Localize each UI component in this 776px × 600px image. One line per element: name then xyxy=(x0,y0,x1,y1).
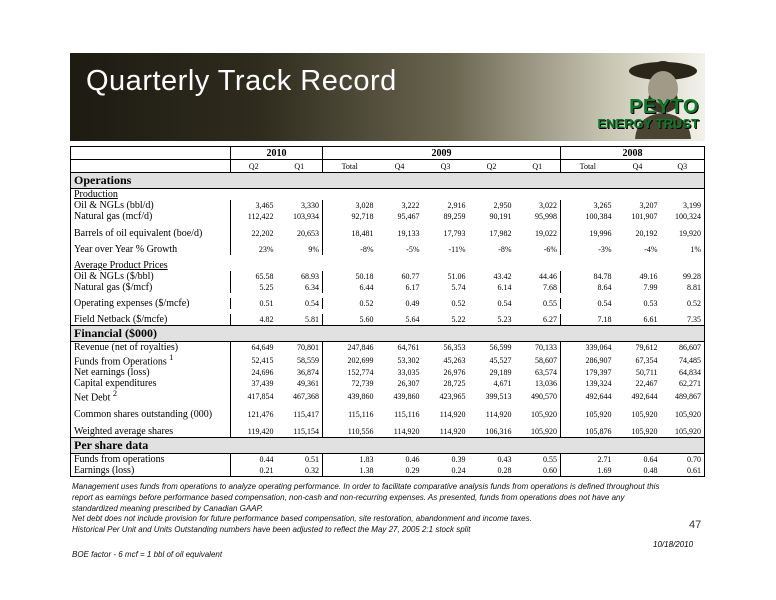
table-row xyxy=(71,222,705,244)
table-cell: 105,920 xyxy=(631,410,658,420)
table-cell: 95,998 xyxy=(535,212,558,221)
table-cell: -8% xyxy=(498,245,512,254)
table-cell: 0.32 xyxy=(277,465,323,477)
table-cell: 22,467 xyxy=(635,379,658,389)
table-cell: 5.81 xyxy=(305,315,319,324)
row-label-text: Year over Year % Growth xyxy=(74,244,178,255)
table-cell: 4.82 xyxy=(231,314,277,326)
table-cell: 89,259 xyxy=(443,212,466,221)
quarter-header: Q4 xyxy=(377,160,423,173)
peyto-logo xyxy=(597,97,699,130)
table-cell: 5.22 xyxy=(451,315,466,324)
row-label xyxy=(71,353,231,367)
row-label-text: Natural gas (mcf/d) xyxy=(74,211,153,222)
table-cell: 19,133 xyxy=(397,228,420,238)
table-cell: 3,465 xyxy=(231,200,277,211)
page-number: 47 xyxy=(689,519,702,531)
table-cell: 70,801 xyxy=(297,343,319,352)
row-label-text: Capital expenditures xyxy=(74,378,157,390)
table-cell: 0.61 xyxy=(661,465,705,477)
table-row xyxy=(71,211,705,222)
row-label xyxy=(71,453,231,465)
table-cell: 58,559 xyxy=(297,355,319,365)
table-cell: 106,316 xyxy=(485,426,512,436)
table-cell: 115,417 xyxy=(293,410,319,420)
table-row xyxy=(71,389,705,403)
table-cell: 18,481 xyxy=(323,222,377,244)
table-cell: 60.77 xyxy=(401,272,420,281)
table-cell: 0.48 xyxy=(615,465,661,477)
title-banner xyxy=(70,53,705,141)
table-row xyxy=(71,342,705,354)
quarter-header: Total xyxy=(561,160,615,173)
quarter-header: Total xyxy=(323,160,377,173)
table-cell: 52,415 xyxy=(231,353,277,367)
table-cell: 58,607 xyxy=(535,355,558,365)
table-cell: 50,711 xyxy=(635,368,658,378)
table-cell: 0.60 xyxy=(515,465,561,477)
table-cell: 6.17 xyxy=(405,283,420,292)
table-cell: -5% xyxy=(406,245,420,254)
table-cell: 5.74 xyxy=(451,283,466,292)
table-cell: 399,513 xyxy=(485,391,512,401)
table-cell: 17,793 xyxy=(443,228,466,238)
table-cell: 28,725 xyxy=(443,379,466,389)
table-cell: 0.39 xyxy=(451,454,466,464)
quarter-header: Q2 xyxy=(231,160,277,173)
row-label-text: Oil & NGLs ($/bbl) xyxy=(74,271,154,282)
row-label-text: Barrels of oil equivalent (boe/d) xyxy=(74,227,203,239)
table-row xyxy=(71,367,705,378)
table-cell: 70,133 xyxy=(535,343,558,352)
table-cell: 19,022 xyxy=(535,228,558,238)
table-cell: 5.64 xyxy=(405,315,420,324)
table-cell: 56,599 xyxy=(489,343,512,352)
row-label-text: Revenue (net of royalties) xyxy=(74,342,179,353)
table-cell: 423,965 xyxy=(439,391,466,401)
table-cell: 2,950 xyxy=(493,201,512,210)
table-row xyxy=(71,353,705,367)
table-cell: 115,116 xyxy=(394,410,420,420)
table-cell: 105,920 xyxy=(661,404,705,426)
row-label xyxy=(71,314,231,326)
table-cell: 0.53 xyxy=(643,299,658,308)
table-row xyxy=(71,465,705,477)
table-cell: 114,920 xyxy=(485,410,512,420)
table-cell: 139,324 xyxy=(561,378,615,389)
table-cell: 0.52 xyxy=(661,298,705,309)
table-cell: 0.46 xyxy=(405,454,420,464)
table-cell: 45,527 xyxy=(489,355,512,365)
table-cell: 6.34 xyxy=(305,283,319,292)
table-cell: 8.64 xyxy=(561,282,615,293)
logo-line1: PEYTO xyxy=(629,96,699,118)
row-label xyxy=(71,298,231,309)
table-cell: 2,916 xyxy=(447,201,466,210)
row-label-text: Earnings (loss) xyxy=(74,464,135,476)
section-financial: Financial ($000) xyxy=(71,326,705,342)
table-cell: 0.51 xyxy=(231,298,277,309)
table-cell: 26,307 xyxy=(397,379,420,389)
year-2008: 2008 xyxy=(561,147,705,160)
table-cell: 24,696 xyxy=(231,367,277,378)
table-cell: 179,397 xyxy=(561,367,615,378)
table-cell: 1.83 xyxy=(323,453,377,465)
table-cell: 3,330 xyxy=(301,201,319,210)
row-label xyxy=(71,367,231,378)
row-label xyxy=(71,404,231,426)
table-cell: 79,612 xyxy=(635,343,658,352)
table-row xyxy=(71,271,705,282)
table-cell: 0.55 xyxy=(543,454,558,464)
table-cell: 202,699 xyxy=(323,353,377,367)
table-cell: 5.23 xyxy=(497,315,512,324)
table-cell: 114,920 xyxy=(393,426,420,436)
footnote-marker: 2 xyxy=(112,389,118,399)
table-cell: 37,439 xyxy=(231,378,277,389)
table-cell: 3,207 xyxy=(639,201,658,210)
table-cell: 36,874 xyxy=(297,368,319,378)
row-label xyxy=(71,378,231,389)
table-cell: 0.51 xyxy=(305,454,319,464)
row-label-text: Net Debt xyxy=(74,392,111,404)
table-cell: -8% xyxy=(323,244,377,255)
quarter-header: Q4 xyxy=(615,160,661,173)
row-label xyxy=(71,222,231,244)
table-cell: 65.58 xyxy=(231,271,277,282)
table-cell: 1.38 xyxy=(323,465,377,477)
row-label xyxy=(71,282,231,293)
table-cell: 3,222 xyxy=(401,201,420,210)
subsection-average-prices: Average Product Prices xyxy=(71,260,705,271)
header-blank xyxy=(71,147,231,160)
footnote-stock-split: Historical Per Unit and Units Outstanding numbers have been adjusted to reflect the May 27, 2005 2:1 stock split xyxy=(72,525,471,534)
table-cell: 286,907 xyxy=(561,353,615,367)
row-label-text: Natural gas ($/mcf) xyxy=(74,282,153,293)
table-cell: 86,607 xyxy=(661,342,705,354)
table-cell: 44.46 xyxy=(539,272,558,281)
table-cell: 23% xyxy=(231,244,277,255)
table-cell: 92,718 xyxy=(323,211,377,222)
row-label xyxy=(71,389,231,403)
logo-line2: ENERGY TRUST xyxy=(597,116,699,131)
table-cell: 0.29 xyxy=(377,465,423,477)
row-label-text: Field Netback ($/mcfe) xyxy=(74,314,168,325)
table-cell: 114,920 xyxy=(439,410,466,420)
table-cell: 489,867 xyxy=(661,389,705,403)
table-cell: 100,324 xyxy=(661,211,705,222)
quarter-header: Q2 xyxy=(469,160,515,173)
row-label-text: Net earnings (loss) xyxy=(74,367,150,379)
table-cell: 72,739 xyxy=(323,378,377,389)
table-cell: 0.64 xyxy=(643,454,658,464)
table-cell: 105,876 xyxy=(561,426,615,438)
row-label xyxy=(71,271,231,282)
table-cell: 6.61 xyxy=(643,315,658,324)
table-cell: 105,920 xyxy=(631,426,658,436)
quarter-header: Q1 xyxy=(277,160,323,173)
row-label-text: Operating expenses ($/mcfe) xyxy=(74,298,190,309)
table-cell: 62,271 xyxy=(661,378,705,389)
table-cell: 339,064 xyxy=(561,342,615,354)
table-cell: 0.44 xyxy=(231,453,277,465)
table-cell: 4,671 xyxy=(493,379,512,389)
table-cell: 8.81 xyxy=(661,282,705,293)
table-cell: 0.52 xyxy=(451,299,466,308)
table-cell: 5.25 xyxy=(231,282,277,293)
table-cell: 56,353 xyxy=(443,343,466,352)
table-cell: 20,192 xyxy=(635,228,658,238)
year-2010: 2010 xyxy=(231,147,323,160)
table-cell: 6.27 xyxy=(543,315,558,324)
table-cell: 439,860 xyxy=(393,391,420,401)
table-cell: 105,920 xyxy=(531,410,558,420)
row-label xyxy=(71,465,231,477)
quarterly-track-record-table xyxy=(70,146,705,477)
table-cell: 100,384 xyxy=(561,211,615,222)
row-label-text: Funds from Operations xyxy=(74,356,167,368)
table-row xyxy=(71,298,705,309)
table-cell: 99.28 xyxy=(661,271,705,282)
table-cell: 112,422 xyxy=(231,211,277,222)
row-label xyxy=(71,426,231,438)
table-cell: 49,361 xyxy=(297,379,319,389)
table-cell: 0.21 xyxy=(231,465,277,477)
table-cell: -3% xyxy=(561,244,615,255)
table-cell: 103,934 xyxy=(293,212,319,221)
section-per-share: Per share data xyxy=(71,437,705,453)
table-row xyxy=(71,426,705,438)
page-title: Quarterly Track Record xyxy=(86,65,397,97)
table-cell: 19,996 xyxy=(561,222,615,244)
table-row xyxy=(71,314,705,326)
quarter-header: Q1 xyxy=(515,160,561,173)
row-label-text: Weighted average shares xyxy=(74,425,174,437)
table-cell: -4% xyxy=(644,245,658,254)
table-cell: 1.69 xyxy=(561,465,615,477)
table-cell: 115,116 xyxy=(323,404,377,426)
table-cell: 0.49 xyxy=(405,299,420,308)
table-cell: 101,907 xyxy=(631,212,658,221)
table-cell: 53,302 xyxy=(397,355,420,365)
row-label xyxy=(71,200,231,211)
row-label xyxy=(71,211,231,222)
table-cell: 84.78 xyxy=(561,271,615,282)
table-cell: 0.54 xyxy=(305,299,319,308)
table-cell: 152,774 xyxy=(323,367,377,378)
table-cell: 3,199 xyxy=(661,200,705,211)
table-cell: 7.35 xyxy=(661,314,705,326)
table-cell: 67,354 xyxy=(635,355,658,365)
table-cell: 45,263 xyxy=(443,355,466,365)
footnote-net-debt: Net debt does not include provision for future performance based compensation, site restoration, abandonment and income taxes. xyxy=(72,514,532,523)
table-cell: 6.14 xyxy=(497,283,512,292)
table-cell: 0.52 xyxy=(323,298,377,309)
table-cell: -6% xyxy=(543,245,558,254)
table-cell: 33,035 xyxy=(397,368,420,378)
table-cell: 1% xyxy=(661,244,705,255)
table-cell: 105,920 xyxy=(661,426,705,438)
quarter-header-row xyxy=(71,160,705,173)
report-date: 10/18/2010 xyxy=(653,540,694,549)
table-cell: 3,022 xyxy=(539,201,558,210)
table-cell: 26,976 xyxy=(443,368,466,378)
table-cell: 68.93 xyxy=(301,272,319,281)
table-row xyxy=(71,282,705,293)
table-cell: 492,644 xyxy=(631,391,658,401)
table-row xyxy=(71,244,705,255)
section-operations: Operations xyxy=(71,173,705,189)
table-cell: 247,846 xyxy=(323,342,377,354)
table-cell: 7.99 xyxy=(643,283,658,292)
table-cell: 50.18 xyxy=(323,271,377,282)
table-cell: 0.24 xyxy=(423,465,469,477)
table-cell: 0.70 xyxy=(661,453,705,465)
table-cell: 119,420 xyxy=(231,426,277,438)
table-cell: 13,036 xyxy=(535,379,558,389)
table-cell: 3,265 xyxy=(561,200,615,211)
row-label xyxy=(71,244,231,255)
table-cell: 74,485 xyxy=(661,353,705,367)
row-label-text: Common shares outstanding (000) xyxy=(74,409,213,421)
year-2009: 2009 xyxy=(323,147,561,160)
table-cell: 417,854 xyxy=(231,389,277,403)
table-cell: 0.54 xyxy=(497,299,512,308)
table-cell: 105,920 xyxy=(561,404,615,426)
table-row xyxy=(71,200,705,211)
subsection-production: Production xyxy=(71,189,705,201)
table-cell: 6.44 xyxy=(323,282,377,293)
table-cell: 121,476 xyxy=(231,404,277,426)
table-cell: 0.28 xyxy=(469,465,515,477)
row-label-text: Oil & NGLs (bbl/d) xyxy=(74,200,154,211)
table-row xyxy=(71,378,705,389)
table-cell: 29,189 xyxy=(489,368,512,378)
year-header-row xyxy=(71,147,705,160)
table-cell: 17,982 xyxy=(489,228,512,238)
table-cell: 22,202 xyxy=(231,222,277,244)
table-cell: 51.06 xyxy=(447,272,466,281)
table-cell: 5.60 xyxy=(323,314,377,326)
table-cell: 64,761 xyxy=(397,343,420,352)
footnote-ffo: Management uses funds from operations to analyze operating performance. In order to facilitate comparative analysis funds from operations is defined throughout this report as earnings before performance based compensation, non-cash and non-recurring expenses. As presented, funds from operations does not have any standardized meaning prescribed by Canadian GAAP. xyxy=(72,482,660,513)
table-cell: 0.54 xyxy=(561,298,615,309)
table-cell: -11% xyxy=(448,245,466,254)
table-cell: 3,028 xyxy=(323,200,377,211)
table-row xyxy=(71,453,705,465)
boe-factor-note: BOE factor - 6 mcf = 1 bbl of oil equivalent xyxy=(72,550,223,559)
table-cell: 115,154 xyxy=(293,426,319,436)
table-cell: 90,191 xyxy=(489,212,512,221)
table-cell: 492,644 xyxy=(561,389,615,403)
table-cell: 114,920 xyxy=(439,426,466,436)
quarter-header: Q3 xyxy=(423,160,469,173)
table-cell: 19,920 xyxy=(661,222,705,244)
row-label xyxy=(71,342,231,354)
table-cell: 0.43 xyxy=(497,454,512,464)
table-cell: 0.55 xyxy=(543,299,558,308)
table-cell: 63,574 xyxy=(535,368,558,378)
table-cell: 49.16 xyxy=(639,272,658,281)
table-cell: 64,834 xyxy=(661,367,705,378)
table-cell: 20,653 xyxy=(297,228,319,238)
row-label-text: Funds from operations xyxy=(74,453,165,465)
table-cell: 467,368 xyxy=(293,391,319,401)
table-cell: 490,570 xyxy=(531,391,558,401)
table-cell: 64,649 xyxy=(231,342,277,354)
table-cell: 95,467 xyxy=(397,212,420,221)
table-cell: 2.71 xyxy=(561,453,615,465)
footnote-marker: 1 xyxy=(169,353,174,362)
table-cell: 7.68 xyxy=(543,283,558,292)
table-row xyxy=(71,404,705,426)
table-cell: 9% xyxy=(308,245,319,254)
table-cell: 439,860 xyxy=(323,389,377,403)
table-cell: 7.18 xyxy=(561,314,615,326)
quarter-header: Q3 xyxy=(661,160,705,173)
table-cell: 43.42 xyxy=(493,272,512,281)
table-cell: 110,556 xyxy=(323,426,377,438)
table-cell: 105,920 xyxy=(531,426,558,436)
